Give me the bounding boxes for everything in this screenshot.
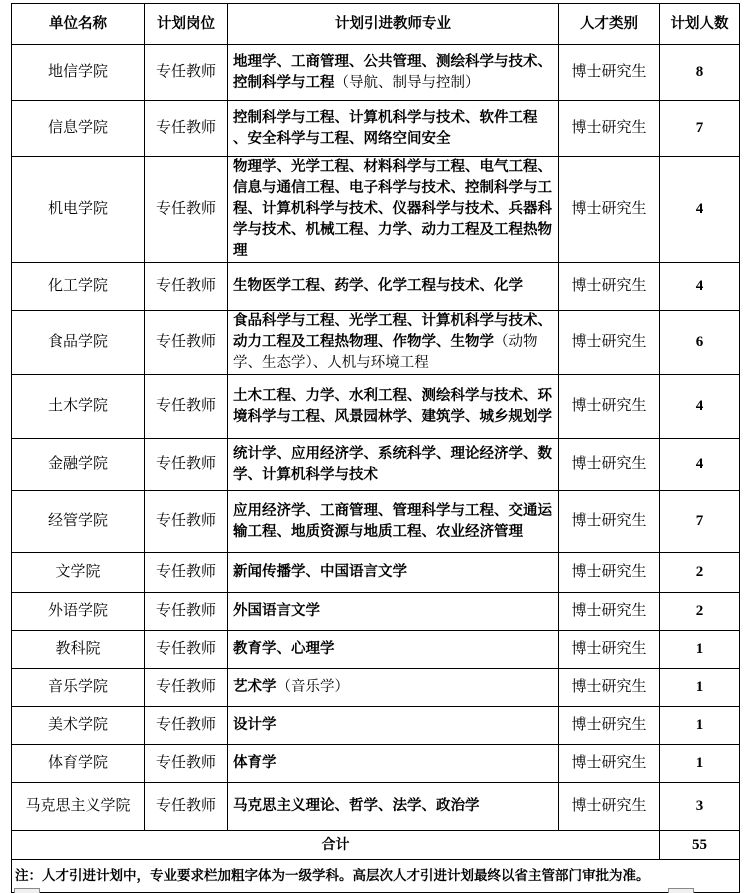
post-cell: 专任教师: [145, 491, 228, 553]
planned-count-cell: 1: [660, 745, 740, 783]
talent-type-cell: 博士研究生: [559, 439, 660, 491]
major-text-primary: 土木工程、力学、水利工程、测绘科学与技术、环境科学与工程、风景园林学、建筑学、城乡规划学: [233, 387, 552, 425]
planned-count-cell: 4: [660, 263, 740, 311]
table-row: [12, 593, 740, 631]
major-text-primary: 体育学: [233, 755, 277, 771]
post-cell: 专任教师: [145, 263, 228, 311]
post-cell: 专任教师: [145, 553, 228, 593]
major-text-primary: 物理学、光学工程、材料科学与工程、电气工程、信息与通信工程、电子科学与技术、控制科学与工程、计算机科学与技术、仪器科学与技术、兵器科学与技术、机械工程、力学、动力工程及工程热物理: [233, 159, 552, 259]
header-post: 计划岗位: [145, 4, 228, 45]
major-cell: [228, 707, 559, 745]
total-row: [12, 831, 740, 860]
scroll-marker-right: [668, 888, 694, 893]
header-row: [12, 4, 740, 45]
major-text-primary: 地理学、工商管理、公共管理、测绘科学与技术、控制科学与工程: [233, 53, 552, 91]
table-row: [12, 263, 740, 311]
unit-name-cell: 马克思主义学院: [12, 783, 145, 831]
post-cell: 专任教师: [145, 707, 228, 745]
table-row: [12, 439, 740, 491]
planned-count-cell: 8: [660, 45, 740, 101]
major-cell: [228, 375, 559, 439]
post-cell: 专任教师: [145, 45, 228, 101]
unit-name-cell: 土木学院: [12, 375, 145, 439]
talent-type-cell: 博士研究生: [559, 593, 660, 631]
total-count: 55: [660, 831, 740, 860]
major-cell: [228, 631, 559, 669]
unit-name-cell: 食品学院: [12, 311, 145, 375]
major-text-primary: 统计学、应用经济学、系统科学、理论经济学、数学、计算机科学与技术: [233, 445, 552, 483]
unit-name-cell: 文学院: [12, 553, 145, 593]
major-text-primary: 外国语言文学: [233, 603, 320, 619]
table-row: [12, 375, 740, 439]
major-cell: [228, 783, 559, 831]
table-row: [12, 101, 740, 157]
planned-count-cell: 7: [660, 101, 740, 157]
planned-count-cell: 1: [660, 631, 740, 669]
major-text-primary: 马克思主义理论、哲学、法学、政治学: [233, 798, 480, 814]
unit-name-cell: 教科院: [12, 631, 145, 669]
header-talent-type: 人才类别: [559, 4, 660, 45]
header-major: 计划引进教师专业: [228, 4, 559, 45]
scroll-marker-left: [14, 888, 40, 893]
post-cell: 专任教师: [145, 157, 228, 263]
unit-name-cell: 机电学院: [12, 157, 145, 263]
major-cell: [228, 553, 559, 593]
talent-type-cell: 博士研究生: [559, 783, 660, 831]
table-row: [12, 553, 740, 593]
major-text-primary: 教育学、心理学: [233, 641, 335, 657]
table-row: [12, 157, 740, 263]
unit-name-cell: 外语学院: [12, 593, 145, 631]
table-row: [12, 45, 740, 101]
talent-type-cell: 博士研究生: [559, 375, 660, 439]
major-text-primary: 设计学: [233, 717, 277, 733]
table-row: [12, 491, 740, 553]
major-cell: [228, 593, 559, 631]
unit-name-cell: 化工学院: [12, 263, 145, 311]
planned-count-cell: 7: [660, 491, 740, 553]
major-cell: [228, 263, 559, 311]
planned-count-cell: 1: [660, 707, 740, 745]
unit-name-cell: 金融学院: [12, 439, 145, 491]
talent-type-cell: 博士研究生: [559, 45, 660, 101]
major-cell: [228, 745, 559, 783]
talent-type-cell: 博士研究生: [559, 669, 660, 707]
header-unit: 单位名称: [12, 4, 145, 45]
post-cell: 专任教师: [145, 101, 228, 157]
post-cell: 专任教师: [145, 439, 228, 491]
major-cell: [228, 439, 559, 491]
recruitment-plan-table: [11, 3, 740, 893]
talent-type-cell: 博士研究生: [559, 157, 660, 263]
note-row: [12, 860, 740, 893]
unit-name-cell: 体育学院: [12, 745, 145, 783]
post-cell: 专任教师: [145, 311, 228, 375]
post-cell: 专任教师: [145, 593, 228, 631]
major-text-sub: （动物学、生态学）、人机与环境工程: [233, 334, 538, 371]
talent-type-cell: 博士研究生: [559, 745, 660, 783]
footnote: 注：人才引进计划中，专业要求栏加粗字体为一级学科。高层次人才引进计划最终以省主管部门审批为准。: [12, 860, 740, 893]
major-text-primary: 新闻传播学、中国语言文学: [233, 564, 407, 580]
unit-name-cell: 美术学院: [12, 707, 145, 745]
table-row: [12, 783, 740, 831]
total-label: 合计: [12, 831, 660, 860]
table-body: [12, 45, 740, 831]
talent-type-cell: 博士研究生: [559, 101, 660, 157]
table-row: [12, 669, 740, 707]
post-cell: 专任教师: [145, 669, 228, 707]
talent-type-cell: 博士研究生: [559, 311, 660, 375]
post-cell: 专任教师: [145, 631, 228, 669]
planned-count-cell: 4: [660, 157, 740, 263]
planned-count-cell: 2: [660, 553, 740, 593]
talent-type-cell: 博士研究生: [559, 553, 660, 593]
major-cell: [228, 311, 559, 375]
major-text-primary: 控制科学与工程、计算机科学与技术、软件工程 、安全科学与工程、网络空间安全: [233, 109, 538, 147]
major-text-primary: 应用经济学、工商管理、管理科学与工程、交通运输工程、地质资源与地质工程、农业经济管理: [233, 502, 552, 540]
post-cell: 专任教师: [145, 375, 228, 439]
major-text-sub: （导航、制导与控制）: [334, 74, 480, 91]
major-cell: [228, 101, 559, 157]
table-row: [12, 707, 740, 745]
post-cell: 专任教师: [145, 783, 228, 831]
table-row: [12, 311, 740, 375]
unit-name-cell: 经管学院: [12, 491, 145, 553]
unit-name-cell: 信息学院: [12, 101, 145, 157]
unit-name-cell: 音乐学院: [12, 669, 145, 707]
major-text-sub: （音乐学）: [276, 679, 349, 695]
talent-type-cell: 博士研究生: [559, 491, 660, 553]
planned-count-cell: 3: [660, 783, 740, 831]
table-row: [12, 631, 740, 669]
unit-name-cell: 地信学院: [12, 45, 145, 101]
talent-type-cell: 博士研究生: [559, 631, 660, 669]
planned-count-cell: 2: [660, 593, 740, 631]
talent-type-cell: 博士研究生: [559, 263, 660, 311]
planned-count-cell: 4: [660, 375, 740, 439]
planned-count-cell: 4: [660, 439, 740, 491]
major-text-primary: 艺术学: [233, 679, 277, 695]
major-cell: [228, 157, 559, 263]
planned-count-cell: 1: [660, 669, 740, 707]
header-planned-count: 计划人数: [660, 4, 740, 45]
major-text-primary: 生物医学工程、药学、化学工程与技术、化学: [233, 278, 523, 294]
major-cell: [228, 45, 559, 101]
talent-type-cell: 博士研究生: [559, 707, 660, 745]
post-cell: 专任教师: [145, 745, 228, 783]
table-row: [12, 745, 740, 783]
major-cell: [228, 491, 559, 553]
planned-count-cell: 6: [660, 311, 740, 375]
major-text-primary: 食品科学与工程、光学工程、计算机科学与技术、动力工程及工程热物理、作物学、生物学: [233, 313, 552, 350]
major-cell: [228, 669, 559, 707]
